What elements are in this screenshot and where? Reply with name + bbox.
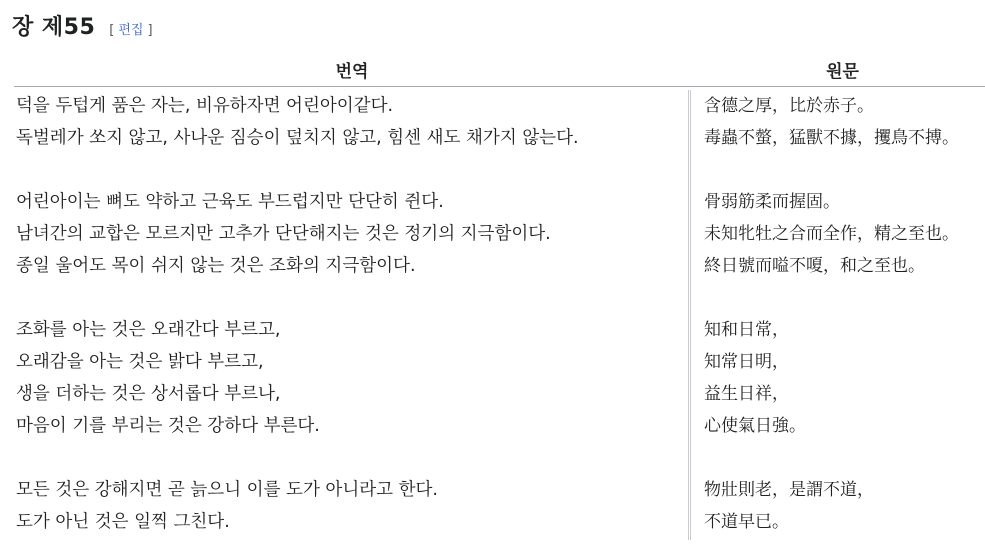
section-heading [12,10,153,42]
original-line: 知和日常， [704,320,789,340]
translation-paragraph [16,90,686,154]
translation-column-header: 번역 [335,62,369,82]
original-line: 知常日明， [704,352,789,372]
original-paragraph [704,90,985,154]
original-column-header: 원문 [826,62,859,82]
translation-line: 종일 울어도 목이 쉬지 않는 것은 조화의 지극함이다. [16,256,416,276]
original-line: 益生日祥， [704,384,789,404]
edit-bracket-close: ] [147,23,153,38]
translation-line: 오래감을 아는 것은 밝다 부르고, [16,352,264,372]
translation-paragraph [16,314,686,442]
translation-column [16,90,686,538]
original-line: 心使氣日強。 [704,416,806,436]
original-line: 終日號而嗌不嗄，和之至也。 [704,256,925,276]
original-line: 物壯則老，是謂不道， [704,480,874,500]
column-divider [688,90,691,540]
translation-line: 조화를 아는 것은 오래간다 부르고, [16,320,281,340]
original-line: 含德之厚，比於赤子。 [704,96,874,116]
original-paragraph [704,474,985,538]
original-paragraph [704,186,985,282]
translation-paragraph [16,474,686,538]
edit-link[interactable]: 편집 [118,23,144,38]
edit-section-link-group [109,19,152,38]
original-line: 骨弱筋柔而握固。 [704,192,840,212]
translation-line: 어린아이는 뼈도 약하고 근육도 부드럽지만 단단히 쥔다. [16,192,444,212]
translation-paragraph [16,186,686,282]
header-divider [14,86,985,87]
page-title: 장 제55 [12,15,96,40]
original-paragraph [704,314,985,442]
original-line: 未知牝牡之合而全作，精之至也。 [704,224,959,244]
edit-bracket-open: [ [109,23,115,38]
translation-line: 생을 더하는 것은 상서롭다 부르나, [16,384,281,404]
original-line: 不道早已。 [704,512,789,532]
translation-line: 도가 아닌 것은 일찍 그친다. [16,512,230,532]
original-line: 毒蟲不螫，猛獸不據，攫鳥不搏。 [704,128,959,148]
translation-line: 덕을 두텁게 품은 자는, 비유하자면 어린아이같다. [16,96,394,116]
translation-line: 모든 것은 강해지면 곧 늙으니 이를 도가 아니라고 한다. [16,480,438,500]
original-column [704,90,985,538]
translation-line: 독벌레가 쏘지 않고, 사나운 짐승이 덮치지 않고, 힘센 새도 채가지 않는다. [16,128,579,148]
translation-line: 남녀간의 교합은 모르지만 고추가 단단해지는 것은 정기의 지극함이다. [16,224,551,244]
translation-line: 마음이 기를 부리는 것은 강하다 부른다. [16,416,320,436]
